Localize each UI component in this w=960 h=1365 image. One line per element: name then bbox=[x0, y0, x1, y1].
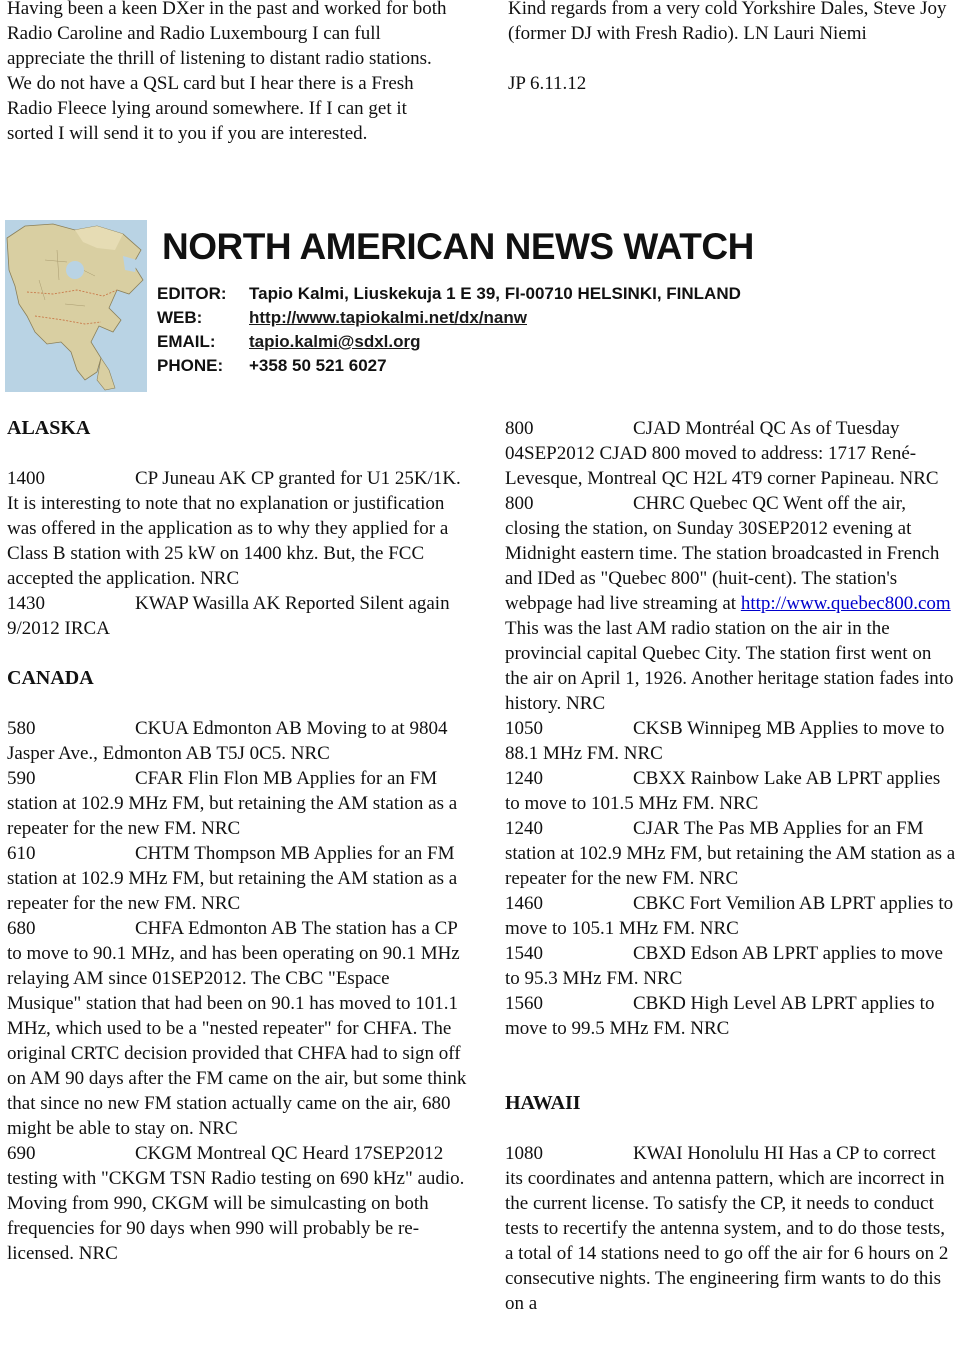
web-label: WEB: bbox=[157, 308, 203, 327]
list-item bbox=[505, 491, 957, 716]
entry-text: CKGM Montreal QC Heard 17SEP2012 testing with "CKGM TSN Radio testing on 690 kHz" audio. Moving from 990, CKGM will be simulcasting on both frequencies for 90 days when 990 will probably be re-licensed. NRC bbox=[7, 1143, 465, 1264]
email-label: EMAIL: bbox=[157, 332, 216, 351]
list-item bbox=[7, 591, 467, 641]
entry-frequency: 610 bbox=[7, 843, 36, 864]
list-item bbox=[505, 816, 957, 891]
editor-line bbox=[157, 284, 741, 304]
entry-text: CBXX Rainbow Lake AB LPRT applies to move to 101.5 MHz FM. NRC bbox=[505, 768, 941, 814]
north-america-map-image bbox=[5, 220, 147, 392]
entry-text: CKUA Edmonton AB Moving to at 9804 Jasper Ave., Edmonton AB T5J 0C5. NRC bbox=[7, 718, 448, 764]
entry-text: CHFA Edmonton AB The station has a CP to move to 90.1 MHz, and has been operating on 90.1 MHz relaying AM since 01SEP2012. The CBC "Espace Musique" station that had been on 90.1 has moved to 101.1 MHz, which used to be a "nested repeater" for CHFA. The original CRTC decision provided that CHFA had to sign off on AM 90 days after the FM came on the air, but some think that since no new FM station actually came on the air, 680 might be able to stay on. NRC bbox=[7, 918, 467, 1139]
letter-paragraph: Having been a keen DXer in the past and worked for both Radio Caroline and Radio Luxembourg I can full appreciate the thrill of listening to distant radio stations. bbox=[7, 0, 447, 69]
section-heading-canada: CANADA bbox=[7, 667, 94, 689]
entry-frequency: 1240 bbox=[505, 818, 543, 839]
entry-frequency: 590 bbox=[7, 768, 36, 789]
entry-text: CBXD Edson AB LPRT applies to move to 95.3 MHz FM. NRC bbox=[505, 943, 943, 989]
list-item bbox=[7, 716, 467, 766]
entry-text: CJAD Montréal QC As of Tuesday 04SEP2012 CJAD 800 moved to address: 1717 René-Levesque, Montreal QC H2L 4T9 corner Papineau. NRC bbox=[505, 418, 939, 489]
phone-label: PHONE: bbox=[157, 356, 224, 375]
phone-value: +358 50 521 6027 bbox=[249, 356, 387, 375]
entry-frequency: 1240 bbox=[505, 768, 543, 789]
regards-text: Kind regards from a very cold Yorkshire Dales, Steve Joy (former DJ with Fresh Radio). LN Lauri Niemi bbox=[508, 0, 947, 44]
list-item bbox=[505, 891, 957, 941]
web-link[interactable]: http://www.tapiokalmi.net/dx/nanw bbox=[249, 308, 527, 327]
entry-frequency: 1050 bbox=[505, 718, 543, 739]
entry-text: CHTM Thompson MB Applies for an FM station at 102.9 MHz FM, but retaining the AM station as a repeater for the new FM. NRC bbox=[7, 843, 458, 914]
letter-paragraph: We do not have a QSL card but I hear there is a Fresh Radio Fleece lying around somewhere. If I can get it sorted I will send it to you if you are interested. bbox=[7, 73, 414, 144]
section-heading-hawaii: HAWAII bbox=[505, 1092, 581, 1114]
entry-frequency: 680 bbox=[7, 918, 36, 939]
right-column bbox=[505, 416, 957, 1316]
email-link[interactable]: tapio.kalmi@sdxl.org bbox=[249, 332, 421, 351]
list-item bbox=[7, 916, 467, 1141]
entry-frequency: 800 bbox=[505, 493, 534, 514]
entry-text: CBKD High Level AB LPRT applies to move to 99.5 MHz FM. NRC bbox=[505, 993, 935, 1039]
list-item bbox=[505, 941, 957, 991]
entry-text: CKSB Winnipeg MB Applies to move to 88.1 MHz FM. NRC bbox=[505, 718, 945, 764]
list-item bbox=[7, 1141, 467, 1266]
list-item bbox=[7, 466, 467, 591]
entry-text: KWAI Honolulu HI Has a CP to correct its coordinates and antenna pattern, which are incorrect in the current license. To satisfy the CP, it needs to conduct tests to recertify the antenna system, and to do those tests, a total of 14 stations need to go off the air for 6 hours on 2 consecutive nights. The engineering firm wants to do this on a bbox=[505, 1143, 949, 1314]
list-item bbox=[7, 766, 467, 841]
letter-regards bbox=[508, 0, 948, 96]
entry-frequency: 1460 bbox=[505, 893, 543, 914]
entry-text: CBKC Fort Vemilion AB LPRT applies to move to 105.1 MHz FM. NRC bbox=[505, 893, 954, 939]
entry-text: CP Juneau AK CP granted for U1 25K/1K. It is interesting to note that no explanation or justification was offered in the application as to why they applied for a Class B station with 25 kW on 1400 khz. But, the FCC accepted the application. NRC bbox=[7, 468, 461, 589]
signoff-text: JP 6.11.12 bbox=[508, 73, 587, 94]
email-line bbox=[157, 332, 421, 352]
entry-text: CJAR The Pas MB Applies for an FM station at 102.9 MHz FM, but retaining the AM station as a repeater for the new FM. NRC bbox=[505, 818, 956, 889]
editor-value: Tapio Kalmi, Liuskekuja 1 E 39, FI-00710 HELSINKI, FINLAND bbox=[249, 284, 741, 303]
news-watch-banner bbox=[5, 220, 955, 392]
entry-text: This was the last AM radio station on the air in the provincial capital Quebec City. The station first went on the air on April 1, 1926. Another heritage station fades into history. NRC bbox=[505, 618, 954, 714]
editor-label: EDITOR: bbox=[157, 284, 227, 303]
entry-frequency: 1540 bbox=[505, 943, 543, 964]
list-item bbox=[7, 841, 467, 916]
list-item bbox=[505, 416, 957, 491]
banner-title: NORTH AMERICAN NEWS WATCH bbox=[162, 226, 754, 267]
entry-frequency: 1560 bbox=[505, 993, 543, 1014]
list-item bbox=[505, 766, 957, 816]
web-line bbox=[157, 308, 527, 328]
entry-text: CHRC Quebec QC Went off the air, closing the station, on Sunday 30SEP2012 evening at Midnight eastern time. The station broadcasted in French and IDed as "Quebec 800" (huit-cent). The station's webpage had live streaming at bbox=[505, 493, 940, 614]
entry-frequency: 1400 bbox=[7, 468, 45, 489]
section-heading-alaska: ALASKA bbox=[7, 417, 91, 439]
entry-frequency: 1430 bbox=[7, 593, 45, 614]
quebec800-link[interactable]: http://www.quebec800.com bbox=[740, 593, 951, 614]
phone-line bbox=[157, 356, 387, 376]
entry-frequency: 800 bbox=[505, 418, 534, 439]
entry-text: KWAP Wasilla AK Reported Silent again 9/2012 IRCA bbox=[7, 593, 450, 639]
entry-text: CFAR Flin Flon MB Applies for an FM station at 102.9 MHz FM, but retaining the AM station as a repeater for the new FM. NRC bbox=[7, 768, 458, 839]
letter-text bbox=[7, 0, 457, 146]
left-column bbox=[7, 416, 467, 1266]
list-item bbox=[505, 991, 957, 1041]
list-item bbox=[505, 716, 957, 766]
entry-frequency: 690 bbox=[7, 1143, 36, 1164]
entry-frequency: 580 bbox=[7, 718, 36, 739]
list-item bbox=[505, 1141, 957, 1316]
entry-frequency: 1080 bbox=[505, 1143, 543, 1164]
